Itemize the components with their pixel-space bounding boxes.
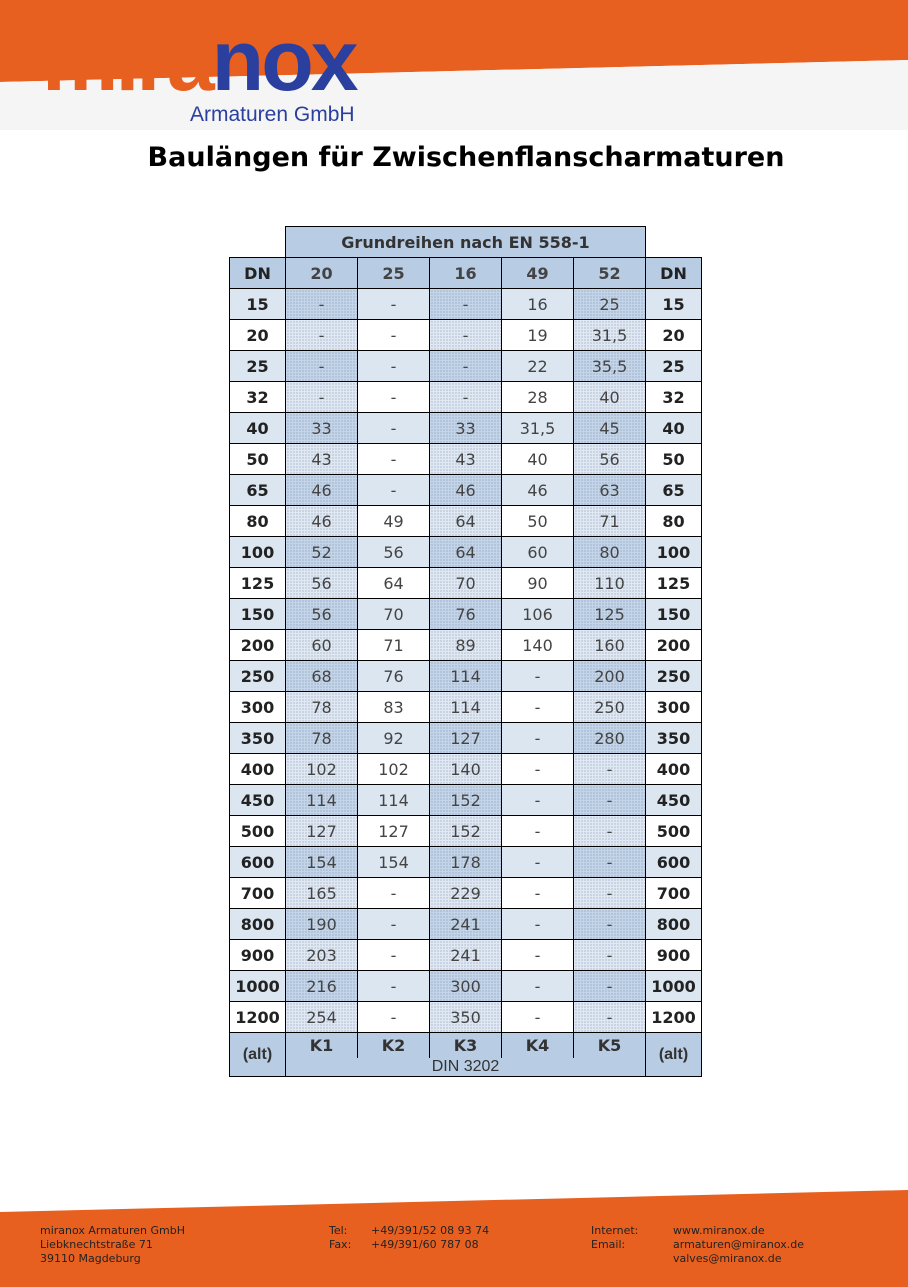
value-cell: 92 bbox=[358, 723, 430, 754]
value-cell: - bbox=[430, 320, 502, 351]
value-cell: 35,5 bbox=[574, 351, 646, 382]
dn-cell: 600 bbox=[230, 847, 286, 878]
value-cell: - bbox=[502, 754, 574, 785]
value-cell: - bbox=[502, 909, 574, 940]
footer-tel: +49/391/52 08 93 74 bbox=[371, 1224, 490, 1237]
value-cell: 71 bbox=[574, 506, 646, 537]
value-cell: 200 bbox=[574, 661, 646, 692]
value-cell: - bbox=[430, 351, 502, 382]
value-cell: 178 bbox=[430, 847, 502, 878]
table-caption-row bbox=[230, 227, 702, 258]
table-row bbox=[230, 816, 702, 847]
footer-internet[interactable]: www.miranox.de bbox=[673, 1224, 765, 1237]
footer-city: 39110 Magdeburg bbox=[40, 1252, 141, 1265]
value-cell: - bbox=[502, 692, 574, 723]
dn-cell: 150 bbox=[230, 599, 286, 630]
dn-cell: 20 bbox=[230, 320, 286, 351]
dn-cell: 32 bbox=[230, 382, 286, 413]
value-cell: 165 bbox=[286, 878, 358, 909]
value-cell: - bbox=[286, 289, 358, 320]
value-cell: 33 bbox=[430, 413, 502, 444]
value-cell: - bbox=[574, 847, 646, 878]
value-cell: 31,5 bbox=[502, 413, 574, 444]
value-cell: 56 bbox=[286, 599, 358, 630]
table-row bbox=[230, 289, 702, 320]
dn-cell: 25 bbox=[230, 351, 286, 382]
dn-cell: 900 bbox=[646, 940, 702, 971]
value-cell: 33 bbox=[286, 413, 358, 444]
value-cell: - bbox=[430, 289, 502, 320]
value-cell: 60 bbox=[286, 630, 358, 661]
table-row bbox=[230, 413, 702, 444]
dn-cell: 80 bbox=[230, 506, 286, 537]
dn-cell: 40 bbox=[230, 413, 286, 444]
value-cell: - bbox=[574, 940, 646, 971]
footer-email-armaturen[interactable]: armaturen@miranox.de bbox=[673, 1238, 804, 1251]
value-cell: 102 bbox=[286, 754, 358, 785]
dn-cell: 1200 bbox=[230, 1002, 286, 1033]
value-cell: - bbox=[358, 971, 430, 1002]
value-cell: 90 bbox=[502, 568, 574, 599]
value-cell: - bbox=[574, 1002, 646, 1033]
dn-cell: 900 bbox=[230, 940, 286, 971]
value-cell: - bbox=[358, 909, 430, 940]
dn-cell: 500 bbox=[230, 816, 286, 847]
value-cell: - bbox=[502, 723, 574, 754]
old-series-cell: K5 bbox=[574, 1033, 646, 1058]
value-cell: - bbox=[574, 878, 646, 909]
value-cell: - bbox=[358, 444, 430, 475]
value-cell: 56 bbox=[574, 444, 646, 475]
value-cell: 76 bbox=[430, 599, 502, 630]
value-cell: 46 bbox=[286, 506, 358, 537]
dn-cell: 250 bbox=[646, 661, 702, 692]
table-row bbox=[230, 847, 702, 878]
value-cell: 45 bbox=[574, 413, 646, 444]
value-cell: 46 bbox=[286, 475, 358, 506]
value-cell: 203 bbox=[286, 940, 358, 971]
value-cell: 60 bbox=[502, 537, 574, 568]
value-cell: - bbox=[502, 661, 574, 692]
table-row bbox=[230, 723, 702, 754]
table-row bbox=[230, 475, 702, 506]
dn-cell: 250 bbox=[230, 661, 286, 692]
table-header-row bbox=[230, 258, 702, 289]
value-cell: - bbox=[502, 940, 574, 971]
table-row bbox=[230, 754, 702, 785]
footer-street: Liebknechtstraße 71 bbox=[40, 1238, 153, 1251]
value-cell: 43 bbox=[430, 444, 502, 475]
dn-cell: 800 bbox=[646, 909, 702, 940]
value-cell: 127 bbox=[430, 723, 502, 754]
table-row bbox=[230, 785, 702, 816]
value-cell: 152 bbox=[430, 785, 502, 816]
dn-cell: 300 bbox=[230, 692, 286, 723]
table-row bbox=[230, 382, 702, 413]
value-cell: - bbox=[358, 1002, 430, 1033]
value-cell: 83 bbox=[358, 692, 430, 723]
value-cell: 190 bbox=[286, 909, 358, 940]
value-cell: 140 bbox=[430, 754, 502, 785]
dn-cell: 20 bbox=[646, 320, 702, 351]
series-header: 49 bbox=[502, 258, 574, 289]
value-cell: 40 bbox=[574, 382, 646, 413]
dn-cell: 1200 bbox=[646, 1002, 702, 1033]
dn-cell: 125 bbox=[646, 568, 702, 599]
value-cell: - bbox=[502, 816, 574, 847]
dn-cell: 700 bbox=[230, 878, 286, 909]
footer-tel-label: Tel: bbox=[329, 1224, 348, 1237]
alt-label: (alt) bbox=[646, 1033, 702, 1077]
value-cell: 68 bbox=[286, 661, 358, 692]
value-cell: - bbox=[286, 351, 358, 382]
value-cell: 64 bbox=[430, 506, 502, 537]
value-cell: 52 bbox=[286, 537, 358, 568]
value-cell: 56 bbox=[358, 537, 430, 568]
value-cell: 64 bbox=[430, 537, 502, 568]
value-cell: - bbox=[358, 382, 430, 413]
value-cell: 254 bbox=[286, 1002, 358, 1033]
value-cell: 71 bbox=[358, 630, 430, 661]
dn-cell: 200 bbox=[230, 630, 286, 661]
dn-cell: 1000 bbox=[230, 971, 286, 1002]
value-cell: 89 bbox=[430, 630, 502, 661]
dn-cell: 100 bbox=[230, 537, 286, 568]
dn-cell: 15 bbox=[646, 289, 702, 320]
dn-cell: 32 bbox=[646, 382, 702, 413]
table-row bbox=[230, 351, 702, 382]
value-cell: 43 bbox=[286, 444, 358, 475]
series-header: 52 bbox=[574, 258, 646, 289]
dn-cell: 600 bbox=[646, 847, 702, 878]
alt-label: (alt) bbox=[230, 1033, 286, 1077]
old-series-cell: K1 bbox=[286, 1033, 358, 1058]
value-cell: 154 bbox=[358, 847, 430, 878]
footer-internet-label: Internet: bbox=[591, 1224, 639, 1237]
value-cell: 56 bbox=[286, 568, 358, 599]
dn-header: DN bbox=[230, 258, 286, 289]
value-cell: 78 bbox=[286, 692, 358, 723]
value-cell: 76 bbox=[358, 661, 430, 692]
dn-cell: 65 bbox=[646, 475, 702, 506]
value-cell: 63 bbox=[574, 475, 646, 506]
dn-cell: 25 bbox=[646, 351, 702, 382]
value-cell: 114 bbox=[430, 661, 502, 692]
value-cell: 241 bbox=[430, 909, 502, 940]
old-series-cell: K3 bbox=[430, 1033, 502, 1058]
series-header: 16 bbox=[430, 258, 502, 289]
value-cell: 114 bbox=[430, 692, 502, 723]
dn-cell: 100 bbox=[646, 537, 702, 568]
dn-cell: 65 bbox=[230, 475, 286, 506]
series-header: 20 bbox=[286, 258, 358, 289]
table-row bbox=[230, 444, 702, 475]
table-caption: Grundreihen nach EN 558-1 bbox=[286, 227, 646, 258]
value-cell: 50 bbox=[502, 506, 574, 537]
value-cell: 280 bbox=[574, 723, 646, 754]
table-din-row bbox=[230, 1058, 702, 1077]
value-cell: - bbox=[286, 320, 358, 351]
dimension-table bbox=[229, 226, 702, 1077]
dn-cell: 450 bbox=[230, 785, 286, 816]
dn-cell: 800 bbox=[230, 909, 286, 940]
value-cell: - bbox=[358, 413, 430, 444]
din-label: DIN 3202 bbox=[286, 1058, 646, 1077]
dn-cell: 200 bbox=[646, 630, 702, 661]
value-cell: - bbox=[358, 289, 430, 320]
value-cell: 106 bbox=[502, 599, 574, 630]
logo-subtitle: Armaturen GmbH bbox=[190, 103, 355, 126]
value-cell: - bbox=[574, 909, 646, 940]
dn-cell: 300 bbox=[646, 692, 702, 723]
dn-cell: 500 bbox=[646, 816, 702, 847]
value-cell: 140 bbox=[502, 630, 574, 661]
value-cell: 64 bbox=[358, 568, 430, 599]
table-row bbox=[230, 568, 702, 599]
dn-cell: 350 bbox=[230, 723, 286, 754]
dn-cell: 350 bbox=[646, 723, 702, 754]
value-cell: 160 bbox=[574, 630, 646, 661]
table-row bbox=[230, 661, 702, 692]
table-row bbox=[230, 692, 702, 723]
series-header: 25 bbox=[358, 258, 430, 289]
page-title: Baulängen für Zwischenflanscharmaturen bbox=[147, 142, 785, 173]
value-cell: 80 bbox=[574, 537, 646, 568]
value-cell: 16 bbox=[502, 289, 574, 320]
dn-cell: 15 bbox=[230, 289, 286, 320]
value-cell: - bbox=[502, 785, 574, 816]
table-row bbox=[230, 320, 702, 351]
value-cell: 49 bbox=[358, 506, 430, 537]
footer-fax: +49/391/60 787 08 bbox=[371, 1238, 479, 1251]
value-cell: - bbox=[502, 971, 574, 1002]
value-cell: 300 bbox=[430, 971, 502, 1002]
value-cell: - bbox=[358, 940, 430, 971]
value-cell: 110 bbox=[574, 568, 646, 599]
value-cell: 46 bbox=[430, 475, 502, 506]
table-row bbox=[230, 630, 702, 661]
value-cell: 102 bbox=[358, 754, 430, 785]
dn-cell: 80 bbox=[646, 506, 702, 537]
value-cell: 127 bbox=[358, 816, 430, 847]
value-cell: 70 bbox=[430, 568, 502, 599]
table-row bbox=[230, 878, 702, 909]
table-row bbox=[230, 971, 702, 1002]
dn-cell: 450 bbox=[646, 785, 702, 816]
value-cell: - bbox=[358, 351, 430, 382]
dn-cell: 1000 bbox=[646, 971, 702, 1002]
footer-email-valves[interactable]: valves@miranox.de bbox=[673, 1252, 782, 1265]
table-footer-row bbox=[230, 1033, 702, 1058]
value-cell: 78 bbox=[286, 723, 358, 754]
footer-company: miranox Armaturen GmbH bbox=[40, 1224, 186, 1237]
value-cell: 154 bbox=[286, 847, 358, 878]
value-cell: 229 bbox=[430, 878, 502, 909]
value-cell: - bbox=[286, 382, 358, 413]
caption-spacer bbox=[230, 227, 286, 258]
table-row bbox=[230, 599, 702, 630]
dn-cell: 125 bbox=[230, 568, 286, 599]
table-row bbox=[230, 537, 702, 568]
table-row bbox=[230, 909, 702, 940]
value-cell: 46 bbox=[502, 475, 574, 506]
value-cell: - bbox=[574, 971, 646, 1002]
dn-cell: 40 bbox=[646, 413, 702, 444]
value-cell: 25 bbox=[574, 289, 646, 320]
value-cell: 241 bbox=[430, 940, 502, 971]
value-cell: 114 bbox=[286, 785, 358, 816]
value-cell: 350 bbox=[430, 1002, 502, 1033]
dn-cell: 150 bbox=[646, 599, 702, 630]
value-cell: - bbox=[502, 878, 574, 909]
value-cell: 125 bbox=[574, 599, 646, 630]
value-cell: - bbox=[574, 816, 646, 847]
value-cell: 19 bbox=[502, 320, 574, 351]
value-cell: - bbox=[574, 785, 646, 816]
value-cell: 114 bbox=[358, 785, 430, 816]
value-cell: 152 bbox=[430, 816, 502, 847]
caption-spacer bbox=[646, 227, 702, 258]
value-cell: - bbox=[574, 754, 646, 785]
value-cell: 250 bbox=[574, 692, 646, 723]
value-cell: 127 bbox=[286, 816, 358, 847]
value-cell: 40 bbox=[502, 444, 574, 475]
dn-cell: 700 bbox=[646, 878, 702, 909]
old-series-cell: K4 bbox=[502, 1033, 574, 1058]
value-cell: - bbox=[502, 1002, 574, 1033]
value-cell: - bbox=[430, 382, 502, 413]
footer-fax-label: Fax: bbox=[329, 1238, 352, 1251]
value-cell: - bbox=[502, 847, 574, 878]
value-cell: 28 bbox=[502, 382, 574, 413]
dn-header: DN bbox=[646, 258, 702, 289]
value-cell: 31,5 bbox=[574, 320, 646, 351]
table-row bbox=[230, 940, 702, 971]
value-cell: 22 bbox=[502, 351, 574, 382]
table-row bbox=[230, 506, 702, 537]
company-logo: miranox bbox=[42, 13, 356, 109]
value-cell: - bbox=[358, 475, 430, 506]
dn-cell: 400 bbox=[230, 754, 286, 785]
value-cell: 70 bbox=[358, 599, 430, 630]
table-row bbox=[230, 1002, 702, 1033]
dn-cell: 400 bbox=[646, 754, 702, 785]
footer-email-label: Email: bbox=[591, 1238, 626, 1251]
old-series-cell: K2 bbox=[358, 1033, 430, 1058]
dn-cell: 50 bbox=[646, 444, 702, 475]
value-cell: - bbox=[358, 878, 430, 909]
value-cell: 216 bbox=[286, 971, 358, 1002]
value-cell: - bbox=[358, 320, 430, 351]
dn-cell: 50 bbox=[230, 444, 286, 475]
